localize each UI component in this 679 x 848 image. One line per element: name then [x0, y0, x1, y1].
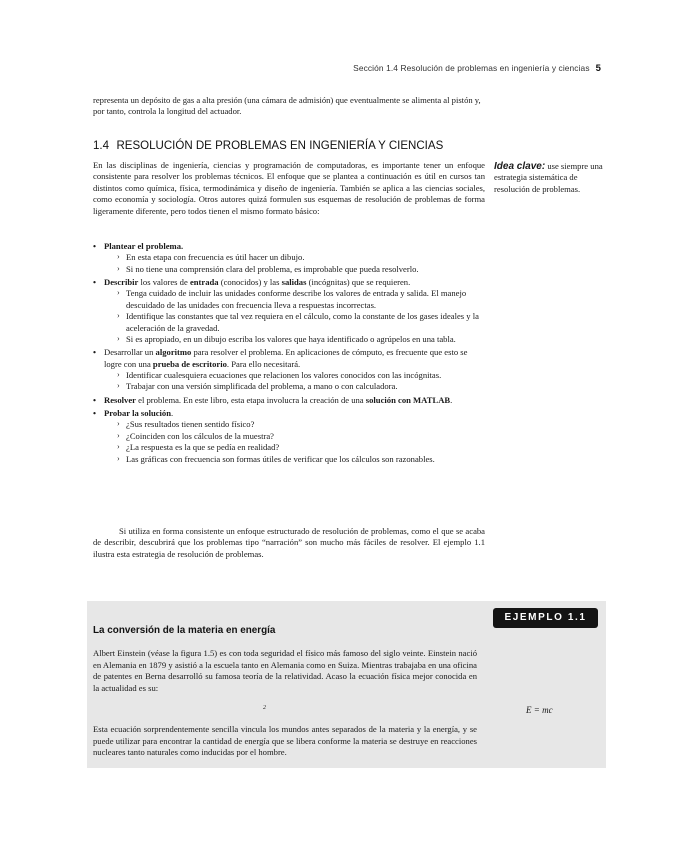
sub-item: › Tenga cuidado de incluir las unidades conforme describe los valores de entrada y salida. El manejo descuidado de las unidades con frecuencia lleva a respuestas incorrectas.: [104, 288, 485, 311]
step-text: los valores de: [138, 277, 190, 288]
running-header-section: Sección 1.4 Resolución de problemas en ingeniería y ciencias: [353, 63, 590, 73]
step-text-bold: prueba de escritorio: [152, 358, 227, 369]
step-text: Desarrollar un: [104, 347, 156, 358]
example-paragraph: Albert Einstein (véase la figura 1.5) es con toda seguridad el físico más famoso del siglo veinte. Einstein nació en Alemania en 1879 y asistió a la escuela tanto en Alemania como en Suiza. Mientras trabajaba en una oficina de patentes en Berna desarrolló su famosa teoría de la relatividad. Acaso la ecuación física mejor conocida en la actualidad es su:: [93, 648, 477, 693]
sub-item: › ¿La respuesta es la que se pedía en realidad?: [104, 442, 485, 453]
section-paragraph: En las disciplinas de ingeniería, ciencias y programación de computadoras, es importante tener un enfoque consistente para resolver los problemas técnicos. El enfoque que se plantea a continuación es útil en cursos tan distintos como química, física, termodinámica y diseño de ingeniería. También se aplica a las ciencias sociales, como economía y sociología. Otros autores quizá formulen sus esquemas de resolución de problemas de forma ligeramente diferente, pero todos tienen el mismo formato básico:: [93, 160, 485, 216]
equation-text: E = mc: [526, 705, 553, 715]
sub-item: › Trabajar con una versión simplificada del problema, a mano o con calculadora.: [104, 381, 485, 392]
step-heading: Resolver: [104, 394, 136, 405]
example-title: La conversión de la materia en energía: [93, 625, 276, 636]
page-number: 5: [595, 63, 601, 74]
sub-item: › Identifique las constantes que tal vez requiera en el cálculo, como la constante de los gases ideales y la aceleración de la gravedad.: [104, 311, 485, 334]
step-heading: Probar la solución: [104, 407, 172, 418]
step-text: el problema. En este libro, esta etapa involucra la creación de una: [135, 394, 366, 405]
step-text-bold: salidas: [281, 277, 307, 288]
sub-item: › Si es apropiado, en un dibujo escriba los valores que haya identificado o agrúpelos en una tabla.: [104, 334, 485, 345]
example-badge: EJEMPLO 1.1: [493, 608, 598, 628]
step-item: [93, 241, 485, 275]
section-number: 1.4: [93, 138, 110, 152]
sub-item: › Identificar cualesquiera ecuaciones que relacionen los valores conocidos con las incógnitas.: [104, 370, 485, 381]
step-heading: Describir: [104, 277, 139, 288]
key-idea-note: [494, 161, 606, 195]
sub-item: › ¿Coinciden con los cálculos de la muestra?: [104, 431, 485, 442]
step-text-bold: algoritmo: [155, 347, 192, 358]
step-item: [93, 347, 485, 393]
steps-list: [93, 241, 485, 467]
step-text-bold: entrada: [189, 277, 219, 288]
step-text: .: [450, 394, 453, 405]
closing-paragraph: Si utiliza en forma consistente un enfoque estructurado de resolución de problemas, como el que se acaba de describir, descubrirá que los problemas tipo “narración” son mucho más fáciles de resolver. El ejemplo 1.1 ilustra esta estrategia de resolución de problemas.: [93, 526, 485, 559]
key-idea-label: Idea clave:: [494, 161, 546, 172]
section-title: RESOLUCIÓN DE PROBLEMAS EN INGENIERÍA Y CIENCIAS: [116, 138, 444, 152]
step-text: para resolver el problema. En aplicaciones de cómputo, es frecuente que esto se logre con una: [104, 347, 468, 369]
sub-item: › Las gráficas con frecuencia son formas útiles de verificar que los cálculos son razonables.: [104, 454, 485, 465]
running-header: [353, 63, 601, 74]
step-heading: Plantear el problema.: [104, 241, 184, 251]
step-item: [93, 395, 485, 406]
step-text: (conocidos) y las: [218, 277, 282, 288]
sub-item: › ¿Sus resultados tienen sentido físico?: [104, 419, 485, 430]
step-text-bold: solución con MATLAB: [365, 394, 451, 405]
intro-paragraph: representa un depósito de gas a alta presión (una cámara de admisión) que eventualmente se alimenta al pistón y, por tanto, controla la longitud del actuador.: [93, 95, 481, 117]
example-paragraph-2: Esta ecuación sorprendentemente sencilla vincula los mundos antes separados de la materia y la energía, y se puede utilizar para encontrar la cantidad de energía que se libera conforme la materia se destruye en reacciones nucleares tanto naturales como inducidas por el hombre.: [93, 724, 477, 757]
sub-item: › Si no tiene una comprensión clara del problema, es improbable que pueda resolverlo.: [104, 264, 485, 275]
section-heading: [93, 138, 443, 152]
key-idea-text: use siempre una estrategia sistemática de resolución de problemas.: [494, 161, 603, 194]
step-text: (incógnitas) que se requieren.: [306, 277, 411, 288]
step-item: [93, 408, 485, 465]
step-text: . Para ello necesitará.: [226, 358, 301, 369]
sub-item: › En esta etapa con frecuencia es útil hacer un dibujo.: [104, 252, 485, 263]
step-text: .: [171, 407, 174, 418]
step-item: [93, 277, 485, 345]
equation-exponent: 2: [263, 705, 266, 711]
